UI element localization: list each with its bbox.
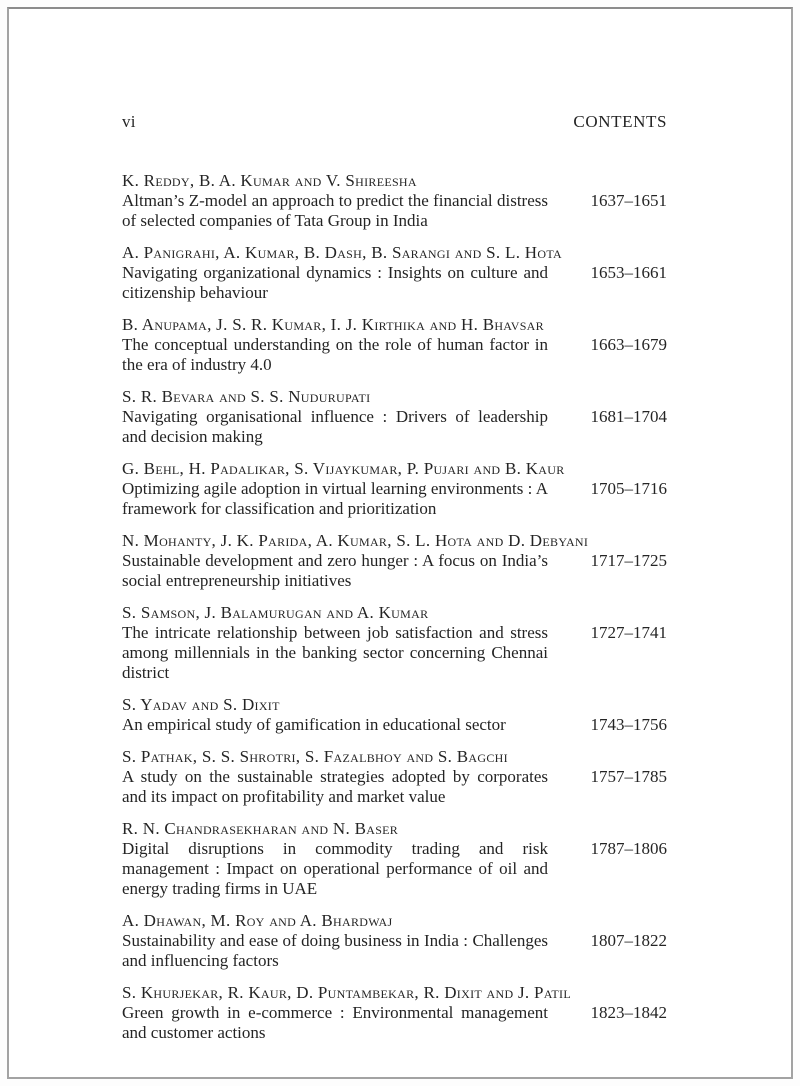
entry-title: An empirical study of gamification in educational sector bbox=[122, 715, 506, 734]
entry-title: A study on the sustainable strategies adopted by corporates and its impact on profitability and market value bbox=[122, 767, 548, 806]
entry-title: Navigating organisational influence : Drivers of leadership and decision making bbox=[122, 407, 548, 446]
entry-title-row bbox=[122, 263, 667, 303]
page-sheet bbox=[7, 7, 793, 1079]
entry-authors: S. Yadav and S. Dixit bbox=[122, 695, 280, 714]
toc-entry bbox=[122, 983, 667, 1043]
entry-page-range: 1727–1741 bbox=[590, 623, 667, 642]
toc-entry bbox=[122, 387, 667, 447]
entry-title-row bbox=[122, 407, 667, 447]
entry-title: The intricate relationship between job satisfaction and stress among millennials in the banking sector concerning Chennai district bbox=[122, 623, 548, 682]
entry-authors: A. Panigrahi, A. Kumar, B. Dash, B. Sarangi and S. L. Hota bbox=[122, 243, 562, 262]
entry-authors: B. Anupama, J. S. R. Kumar, I. J. Kirthika and H. Bhavsar bbox=[122, 315, 544, 334]
entry-authors: G. Behl, H. Padalikar, S. Vijaykumar, P. Pujari and B. Kaur bbox=[122, 459, 565, 478]
entry-title: Optimizing agile adoption in virtual learning environments : A framework for classification and prioritization bbox=[122, 479, 548, 518]
toc-entry bbox=[122, 531, 667, 591]
entry-page-range: 1681–1704 bbox=[590, 407, 667, 426]
entry-title-row bbox=[122, 931, 667, 971]
entry-page-range: 1717–1725 bbox=[590, 551, 667, 570]
entry-title: Navigating organizational dynamics : Insights on culture and citizenship behaviour bbox=[122, 263, 548, 302]
entry-title-row bbox=[122, 335, 667, 375]
entry-title-row bbox=[122, 839, 667, 899]
entry-title: Sustainable development and zero hunger : A focus on India’s social entrepreneurship initiatives bbox=[122, 551, 548, 590]
toc-entry bbox=[122, 747, 667, 807]
folio-page-number: vi bbox=[122, 112, 136, 131]
entry-authors: S. Samson, J. Balamurugan and A. Kumar bbox=[122, 603, 429, 622]
entry-authors: S. R. Bevara and S. S. Nudurupati bbox=[122, 387, 371, 406]
entry-title: Green growth in e-commerce : Environmental management and customer actions bbox=[122, 1003, 548, 1042]
entry-title-row bbox=[122, 767, 667, 807]
toc-entry bbox=[122, 603, 667, 683]
entry-authors: R. N. Chandrasekharan and N. Baser bbox=[122, 819, 399, 838]
entry-page-range: 1637–1651 bbox=[590, 191, 667, 210]
entry-page-range: 1743–1756 bbox=[590, 715, 667, 734]
entry-authors: S. Pathak, S. S. Shrotri, S. Fazalbhoy and S. Bagchi bbox=[122, 747, 508, 766]
entry-page-range: 1757–1785 bbox=[590, 767, 667, 786]
entry-page-range: 1653–1661 bbox=[590, 263, 667, 282]
entry-authors: K. Reddy, B. A. Kumar and V. Shireesha bbox=[122, 171, 417, 190]
entry-page-range: 1823–1842 bbox=[590, 1003, 667, 1022]
toc-list bbox=[122, 171, 667, 1043]
entry-page-range: 1807–1822 bbox=[590, 931, 667, 950]
page-header bbox=[122, 112, 667, 132]
entry-title: Sustainability and ease of doing business in India : Challenges and influencing factors bbox=[122, 931, 548, 970]
entry-title-row bbox=[122, 479, 667, 519]
entry-title: Altman’s Z-model an approach to predict the financial distress of selected companies of Tata Group in India bbox=[122, 191, 548, 230]
toc-entry bbox=[122, 315, 667, 375]
entry-authors: N. Mohanty, J. K. Parida, A. Kumar, S. L. Hota and D. Debyani bbox=[122, 531, 589, 550]
entry-page-range: 1705–1716 bbox=[590, 479, 667, 498]
entry-title-row bbox=[122, 1003, 667, 1043]
entry-authors: A. Dhawan, M. Roy and A. Bhardwaj bbox=[122, 911, 393, 930]
entry-authors: S. Khurjekar, R. Kaur, D. Puntambekar, R. Dixit and J. Patil bbox=[122, 983, 571, 1002]
toc-entry bbox=[122, 819, 667, 899]
toc-entry bbox=[122, 171, 667, 231]
entry-page-range: 1787–1806 bbox=[590, 839, 667, 858]
running-head-contents: CONTENTS bbox=[573, 112, 667, 131]
toc-entry bbox=[122, 243, 667, 303]
toc-entry bbox=[122, 459, 667, 519]
entry-title-row bbox=[122, 551, 667, 591]
entry-title-row bbox=[122, 191, 667, 231]
entry-page-range: 1663–1679 bbox=[590, 335, 667, 354]
entry-title: Digital disruptions in commodity trading and risk management : Impact on operational performance of oil and energy trading firms in UAE bbox=[122, 839, 548, 898]
toc-entry bbox=[122, 911, 667, 971]
entry-title-row bbox=[122, 623, 667, 683]
entry-title-row bbox=[122, 715, 667, 735]
entry-title: The conceptual understanding on the role of human factor in the era of industry 4.0 bbox=[122, 335, 548, 374]
toc-entry bbox=[122, 695, 667, 735]
